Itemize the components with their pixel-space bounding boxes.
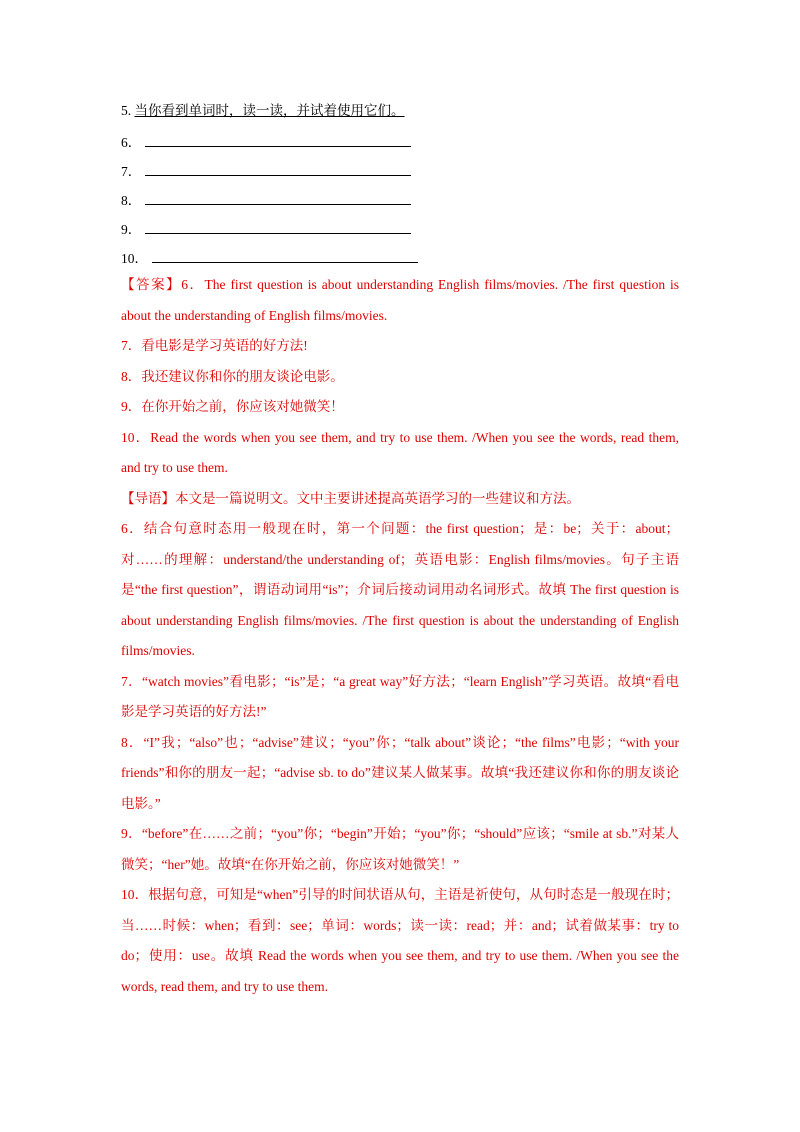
question-5-text: 当你看到单词时，读一读，并试着使用它们。 xyxy=(134,103,405,118)
answer-blank-line xyxy=(145,232,411,234)
answer-6 xyxy=(121,270,679,331)
guide-label: 【导语】 xyxy=(121,490,175,506)
blank-row-8 xyxy=(121,189,411,209)
explanation-8: 8．“I”我；“also”也；“advise”建议；“you”你；“talk about”谈论；“the films”电影；“with your friends”和你的朋友一起；“advise sb. to do”建议某人做某事。故填“我还建议你和你的朋友谈论电影。” xyxy=(121,734,679,811)
answer-blank-line xyxy=(145,203,411,205)
answer-label: 【答案】 xyxy=(121,277,182,292)
blank-row-7 xyxy=(121,160,411,180)
blank-number: 7． xyxy=(121,164,142,179)
question-5 xyxy=(121,99,405,119)
blank-number: 8． xyxy=(121,193,142,208)
blank-row-10 xyxy=(121,247,418,267)
answer-10: 10．Read the words when you see them, and try to use them. /When you see the words, read them, and try to use them. xyxy=(121,429,679,475)
guide-intro-text: 本文是一篇说明文。文中主要讲述提高英语学习的一些建议和方法。 xyxy=(175,490,580,506)
answer-6-text: 6．The first question is about understanding English films/movies. /The first question is about the understanding of English films/movies. xyxy=(121,277,679,323)
guide-intro xyxy=(121,484,679,515)
blank-row-6 xyxy=(121,131,411,151)
explanation-7: 7．“watch movies”看电影；“is”是；“a great way”好方法；“learn English”学习英语。故填“看电影是学习英语的好方法!” xyxy=(121,673,679,719)
answer-9: 9．在你开始之前，你应该对她微笑！ xyxy=(121,399,344,414)
explanation-6: 6．结合句意时态用一般现在时，第一个问题：the first question；是：be；关于：about；对……的理解：understand/the understanding of；英语电影：English films/movies。句子主语是“the first question”，谓语动词用“is”；介词后接动词用动名词形式。故填 The first question is about understanding English films/movies. /The first question is about the understanding of English films/movies. xyxy=(121,521,679,658)
blank-number: 10． xyxy=(121,251,148,266)
answer-7: 7．看电影是学习英语的好方法! xyxy=(121,338,308,353)
explanation-9: 9．“before”在……之前；“you”你；“begin”开始；“you”你；“should”应该；“smile at sb.”对某人微笑；“her”她。故填“在你开始之前，你应该对她微笑！” xyxy=(121,826,679,872)
blank-number: 6． xyxy=(121,135,142,150)
explanation-10: 10．根据句意，可知是“when”引导的时间状语从句，主语是祈使句，从句时态是一般现在时；当……时候：when；看到：see；单词：words；读一读：read；并：and；试着做某事：try to do；使用：use。故填 Read the words when you see them, and try to use them. /When you see the words, read them, and try to use them. xyxy=(121,887,679,994)
answer-8: 8．我还建议你和你的朋友谈论电影。 xyxy=(121,368,344,384)
question-5-number: 5. xyxy=(121,103,132,118)
answer-section xyxy=(121,270,679,1002)
answer-blank-line xyxy=(145,145,411,147)
blank-number: 9． xyxy=(121,222,142,237)
answer-blank-line xyxy=(152,261,418,263)
answer-blank-line xyxy=(145,174,411,176)
blank-row-9 xyxy=(121,218,411,238)
